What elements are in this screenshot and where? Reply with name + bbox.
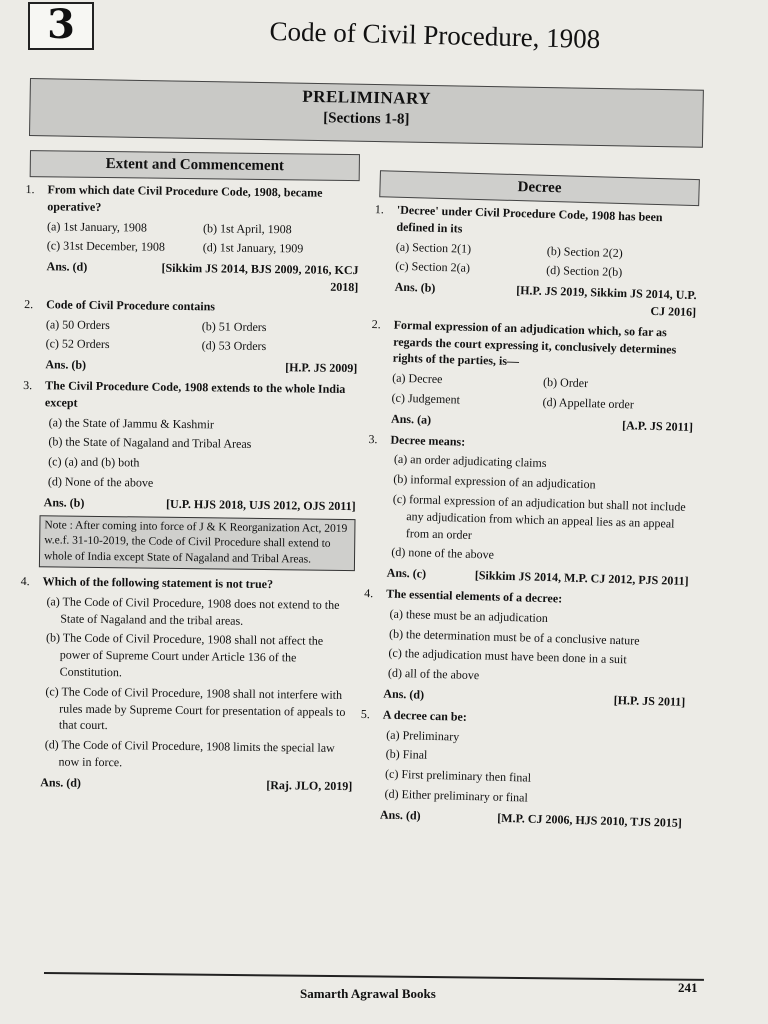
chapter-number: 3 <box>28 2 94 50</box>
option: (b) The Code of Civil Procedure, 1908 shall not affect the power of Supreme Court under Article 136 of the Constitution. <box>45 630 324 680</box>
question-text: Code of Civil Procedure contains <box>46 297 216 314</box>
options <box>20 316 358 357</box>
option: (b) the determination must be of a conclusive nature <box>388 626 640 648</box>
options <box>365 369 694 415</box>
right-column <box>354 170 700 835</box>
question-number: 1. <box>374 202 385 217</box>
answer: Ans. (a) <box>390 411 432 427</box>
answer: Ans. (d) <box>46 259 88 274</box>
answer-source: [A.P. JS 2011] <box>621 417 694 434</box>
option: (d) all of the above <box>387 665 480 683</box>
question <box>19 377 357 415</box>
option: (a) 50 Orders <box>45 316 110 332</box>
section-heading-extent: Extent and Commencement <box>30 150 360 181</box>
option: (b) the State of Nagaland and Tribal Areas <box>48 434 252 452</box>
option: (b) Order <box>542 375 589 391</box>
question-text: From which date Civil Procedure Code, 1908, became operative? <box>47 182 323 214</box>
options <box>18 414 357 494</box>
option: (a) the State of Jammu & Kashmir <box>48 414 215 431</box>
question-number: 1. <box>25 182 35 197</box>
option: (c) formal expression of an adjudication but shall not include any adjudication from which an appeal lies as an appeal from an order <box>392 491 686 542</box>
options <box>354 725 684 810</box>
question-number: 5. <box>360 706 371 721</box>
question-text: The essential elements of a decree: <box>385 586 563 606</box>
answer-source: [H.P. JS 2011] <box>613 692 686 709</box>
option: (a) an order adjudicating claims <box>393 452 547 471</box>
option: (c) First preliminary then final <box>384 766 532 785</box>
option: (b) Section 2(2) <box>546 243 623 260</box>
answer-source: [Raj. JLO, 2019] <box>266 777 353 793</box>
option: (a) Section 2(1) <box>395 239 472 256</box>
option: (c) (a) and (b) both <box>48 454 140 470</box>
answer-source: [H.P. JS 2009] <box>285 360 358 376</box>
option: (c) Section 2(a) <box>395 259 471 276</box>
footer-rule <box>44 972 704 981</box>
publisher-name: Samarth Agrawal Books <box>300 986 436 1001</box>
answer-line <box>19 356 357 377</box>
question-number: 3. <box>368 431 378 446</box>
option: (c) 52 Orders <box>45 336 110 352</box>
option: (d) Section 2(b) <box>546 263 623 280</box>
options <box>369 238 698 284</box>
option: (d) None of the above <box>47 474 154 490</box>
question-number: 4. <box>363 585 374 601</box>
option: (d) none of the above <box>391 545 495 562</box>
options <box>358 605 688 690</box>
answer-line <box>354 805 682 831</box>
page-number: 241 <box>678 980 698 995</box>
answer: Ans. (d) <box>40 775 82 790</box>
option: (d) Either preliminary or final <box>384 786 529 805</box>
left-column <box>14 150 360 799</box>
answer-source: [Sikkim JS 2014, M.P. CJ 2012, PJS 2011] <box>474 568 689 589</box>
option: (c) Judgement <box>391 390 461 407</box>
answer-line <box>20 258 358 296</box>
question <box>370 201 699 244</box>
question-number: 2. <box>371 316 381 332</box>
answer-source: [M.P. CJ 2006, HJS 2010, TJS 2015] <box>497 810 683 830</box>
answer-line <box>18 494 356 515</box>
option: (b) 1st April, 1908 <box>202 220 292 236</box>
option: (a) 1st January, 1908 <box>46 218 148 235</box>
option: (a) Decree <box>392 370 443 387</box>
question-number: 3. <box>23 378 33 393</box>
option: (c) the adjudication must have been done in a suit <box>388 645 627 667</box>
question-number: 2. <box>24 296 34 311</box>
option: (c) 31st December, 1908 <box>46 238 166 255</box>
answer-line <box>368 278 697 321</box>
answer: Ans. (c) <box>386 565 427 581</box>
question-text: A decree can be: <box>382 707 468 724</box>
answer-source: [H.P. JS 2019, Sikkim JS 2014, U.P. CJ 2016] <box>516 283 697 320</box>
part-title: PRELIMINARY <box>302 86 432 109</box>
option: (a) Preliminary <box>386 727 460 744</box>
part-sections: [Sections 1-8] <box>323 110 410 128</box>
question <box>367 316 696 376</box>
option: (d) Appellate order <box>542 394 635 412</box>
options <box>14 593 354 774</box>
option: (a) The Code of Civil Procedure, 1908 does not extend to the State of Nagaland and the tribal areas. <box>46 594 340 628</box>
answer: Ans. (d) <box>379 807 421 823</box>
option: (a) these must be an adjudication <box>389 606 549 625</box>
option: (b) 51 Orders <box>201 318 267 334</box>
question <box>20 296 358 317</box>
answer-line <box>14 774 352 795</box>
question-text: The Civil Procedure Code, 1908 extends to the whole India except <box>44 378 346 410</box>
section-heading-decree: Decree <box>379 170 700 206</box>
question-number: 4. <box>20 574 30 589</box>
answer-source: [U.P. HJS 2018, UJS 2012, OJS 2011] <box>166 496 356 513</box>
question <box>17 573 355 594</box>
question-text: 'Decree' under Civil Procedure Code, 1908 has been defined in its <box>396 202 663 236</box>
question-text: Formal expression of an adjudication which, so far as regards the court expressing it, conclusively determines rights of the parties, is— <box>392 317 677 369</box>
note-box: Note : After coming into force of J & K Reorganization Act, 2019 w.e.f. 31-10-2019, the Code of Civil Procedure shall extend to whole of India except State of Nagaland and Tribal Areas. <box>39 515 356 571</box>
answer: Ans. (b) <box>394 279 436 296</box>
option: (d) The Code of Civil Procedure, 1908 limits the special law now in force. <box>44 737 335 770</box>
options <box>361 450 692 569</box>
question-text: Which of the following statement is not true? <box>42 574 274 592</box>
option: (b) informal expression of an adjudication <box>393 471 596 492</box>
option: (d) 1st January, 1909 <box>202 240 304 256</box>
chapter-title: Code of Civil Procedure, 1908 <box>269 16 601 55</box>
options <box>21 218 359 259</box>
answer: Ans. (d) <box>383 686 425 702</box>
answer: Ans. (b) <box>45 357 87 372</box>
option: (d) 53 Orders <box>201 338 267 354</box>
option: (c) The Code of Civil Procedure, 1908 shall not interfere with rules made by Supreme Court for presentation of appeals to that court. <box>45 684 346 733</box>
part-banner <box>29 78 704 148</box>
answer-source: [Sikkim JS 2014, BJS 2009, 2016, KCJ 2018] <box>161 260 359 295</box>
answer: Ans. (b) <box>43 495 85 510</box>
option: (b) Final <box>385 746 428 763</box>
question-text: Decree means: <box>390 432 466 449</box>
question <box>21 181 359 219</box>
